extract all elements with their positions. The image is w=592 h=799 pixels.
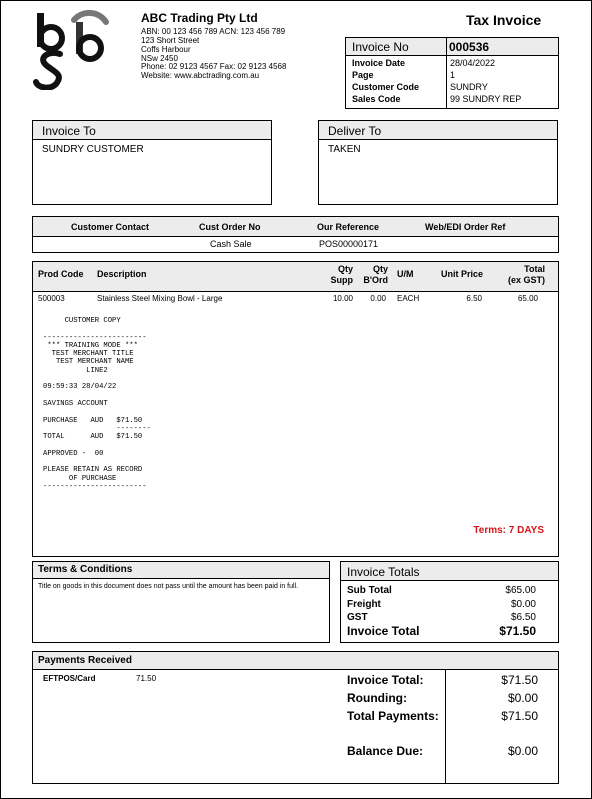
page-number: 1: [450, 70, 456, 80]
company-website: Website: www.abctrading.com.au: [141, 71, 260, 80]
customer-code-label: Customer Code: [352, 82, 420, 92]
company-street: 123 Short Street: [141, 36, 200, 45]
deliver-to-header: [319, 121, 557, 140]
company-logo: [30, 10, 114, 90]
invoice-total-label: Invoice Total: [347, 624, 420, 638]
invoice-details-box: [345, 37, 559, 109]
deliver-to-title: Deliver To: [328, 124, 382, 138]
total-header-line1: Total: [524, 264, 545, 274]
gst-value: $6.50: [510, 612, 536, 623]
invoice-number-header: [346, 38, 558, 56]
payments-header: [33, 652, 558, 670]
company-phone-fax: Phone: 02 9123 4567 Fax: 02 9123 4568: [141, 62, 287, 71]
total-header-line2: (ex GST): [507, 275, 545, 285]
invoice-to-box: [32, 120, 272, 205]
company-abn-acn: ABN: 00 123 456 789 ACN: 123 456 789: [141, 27, 286, 36]
invoice-totals-header: [341, 562, 558, 581]
line-description: Stainless Steel Mixing Bowl - Large: [97, 294, 223, 303]
description-header: Description: [97, 269, 147, 279]
deliver-to-box: [318, 120, 558, 205]
reference-header: [33, 217, 558, 237]
gst-label: GST: [347, 612, 368, 623]
unit-price-header: Unit Price: [440, 269, 483, 279]
line-um: EACH: [397, 294, 420, 303]
rounding-value: $0.00: [507, 691, 538, 705]
invoice-number-label: Invoice No: [352, 40, 409, 54]
invoice-total-value: $71.50: [499, 624, 536, 638]
cust-order-no-header: Cust Order No: [199, 222, 261, 232]
company-name: ABC Trading Pty Ltd: [141, 11, 258, 25]
reference-strip: [32, 216, 559, 253]
invoice-date: 28/04/2022: [450, 58, 496, 68]
cust-order-no-value: Cash Sale: [210, 239, 252, 249]
payment-terms: Terms: 7 DAYS: [473, 525, 544, 536]
invoice-totals-title: Invoice Totals: [347, 565, 420, 579]
line-prod-code: 500003: [38, 294, 65, 303]
line-items-header: [33, 262, 558, 292]
qty-supp-header-line1: Qty: [337, 264, 353, 274]
qty-supp-header-line2: Supp: [330, 275, 353, 285]
freight-label: Freight: [347, 599, 381, 610]
customer-code: SUNDRY: [450, 82, 488, 92]
eftpos-receipt: CUSTOMER COPY ------------------------ *** TRAINING MODE *** TEST MERCHANT TITLE TEST MERCHANT NAME LINE2 09:59:33 28/04/22 SAVINGS ACCOUNT PURCHASE AUD $71.50 -------- TOTAL AUD $71.50 APPROVED - 00 PLEASE RETAIN AS RECORD OF PURCHASE ------------------------: [43, 317, 151, 491]
invoice-to-title: Invoice To: [42, 124, 96, 138]
um-header: U/M: [397, 269, 414, 279]
freight-value: $0.00: [510, 599, 536, 610]
total-payments-value: $71.50: [501, 709, 538, 723]
deliver-to-name: TAKEN: [328, 144, 361, 155]
sales-code: 99 SUNDRY REP: [450, 94, 522, 104]
customer-contact-header: Customer Contact: [71, 222, 150, 232]
payments-box: [32, 651, 559, 784]
sub-total-label: Sub Total: [347, 585, 392, 596]
payments-invoice-total-label: Invoice Total:: [347, 673, 424, 687]
terms-title: Terms & Conditions: [38, 564, 133, 575]
company-city: Coffs Harbour: [141, 45, 191, 54]
page-label: Page: [352, 70, 374, 80]
payment-method: EFTPOS/Card: [43, 674, 96, 683]
prod-code-header: Prod Code: [38, 269, 84, 279]
our-reference-value: POS00000171: [319, 239, 379, 249]
rounding-label: Rounding:: [347, 691, 407, 705]
our-reference-header: Our Reference: [317, 222, 380, 232]
qty-bord-header-line2: B'Ord: [363, 275, 388, 285]
document-title: Tax Invoice: [466, 12, 542, 28]
line-qty-bord: 0.00: [370, 294, 386, 303]
terms-body: Title on goods in this document does not pass until the amount has been paid in full.: [38, 583, 299, 590]
balance-due-value: $0.00: [507, 744, 538, 758]
total-payments-label: Total Payments:: [347, 709, 439, 723]
payments-invoice-total-value: $71.50: [501, 673, 538, 687]
divider: [445, 670, 446, 783]
invoice-date-label: Invoice Date: [352, 58, 406, 68]
line-unit-price: 6.50: [466, 294, 482, 303]
sales-code-label: Sales Code: [352, 94, 401, 104]
balance-due-label: Balance Due:: [347, 744, 424, 758]
web-edi-order-ref-header: Web/EDI Order Ref: [425, 222, 506, 232]
invoice-number: 000536: [449, 40, 490, 54]
divider: [446, 38, 447, 108]
company-state-postcode: NSw 2450: [141, 54, 178, 63]
invoice-to-name: SUNDRY CUSTOMER: [42, 144, 144, 155]
terms-box: [32, 561, 330, 643]
payments-title: Payments Received: [38, 655, 132, 666]
terms-header: [33, 562, 329, 579]
payment-amount: 71.50: [136, 674, 157, 683]
qty-bord-header-line1: Qty: [372, 264, 388, 274]
invoice-totals-box: [340, 561, 559, 643]
invoice-to-header: [33, 121, 271, 140]
sub-total-value: $65.00: [505, 585, 536, 596]
line-qty-supp: 10.00: [332, 294, 353, 303]
line-total: 65.00: [517, 294, 538, 303]
